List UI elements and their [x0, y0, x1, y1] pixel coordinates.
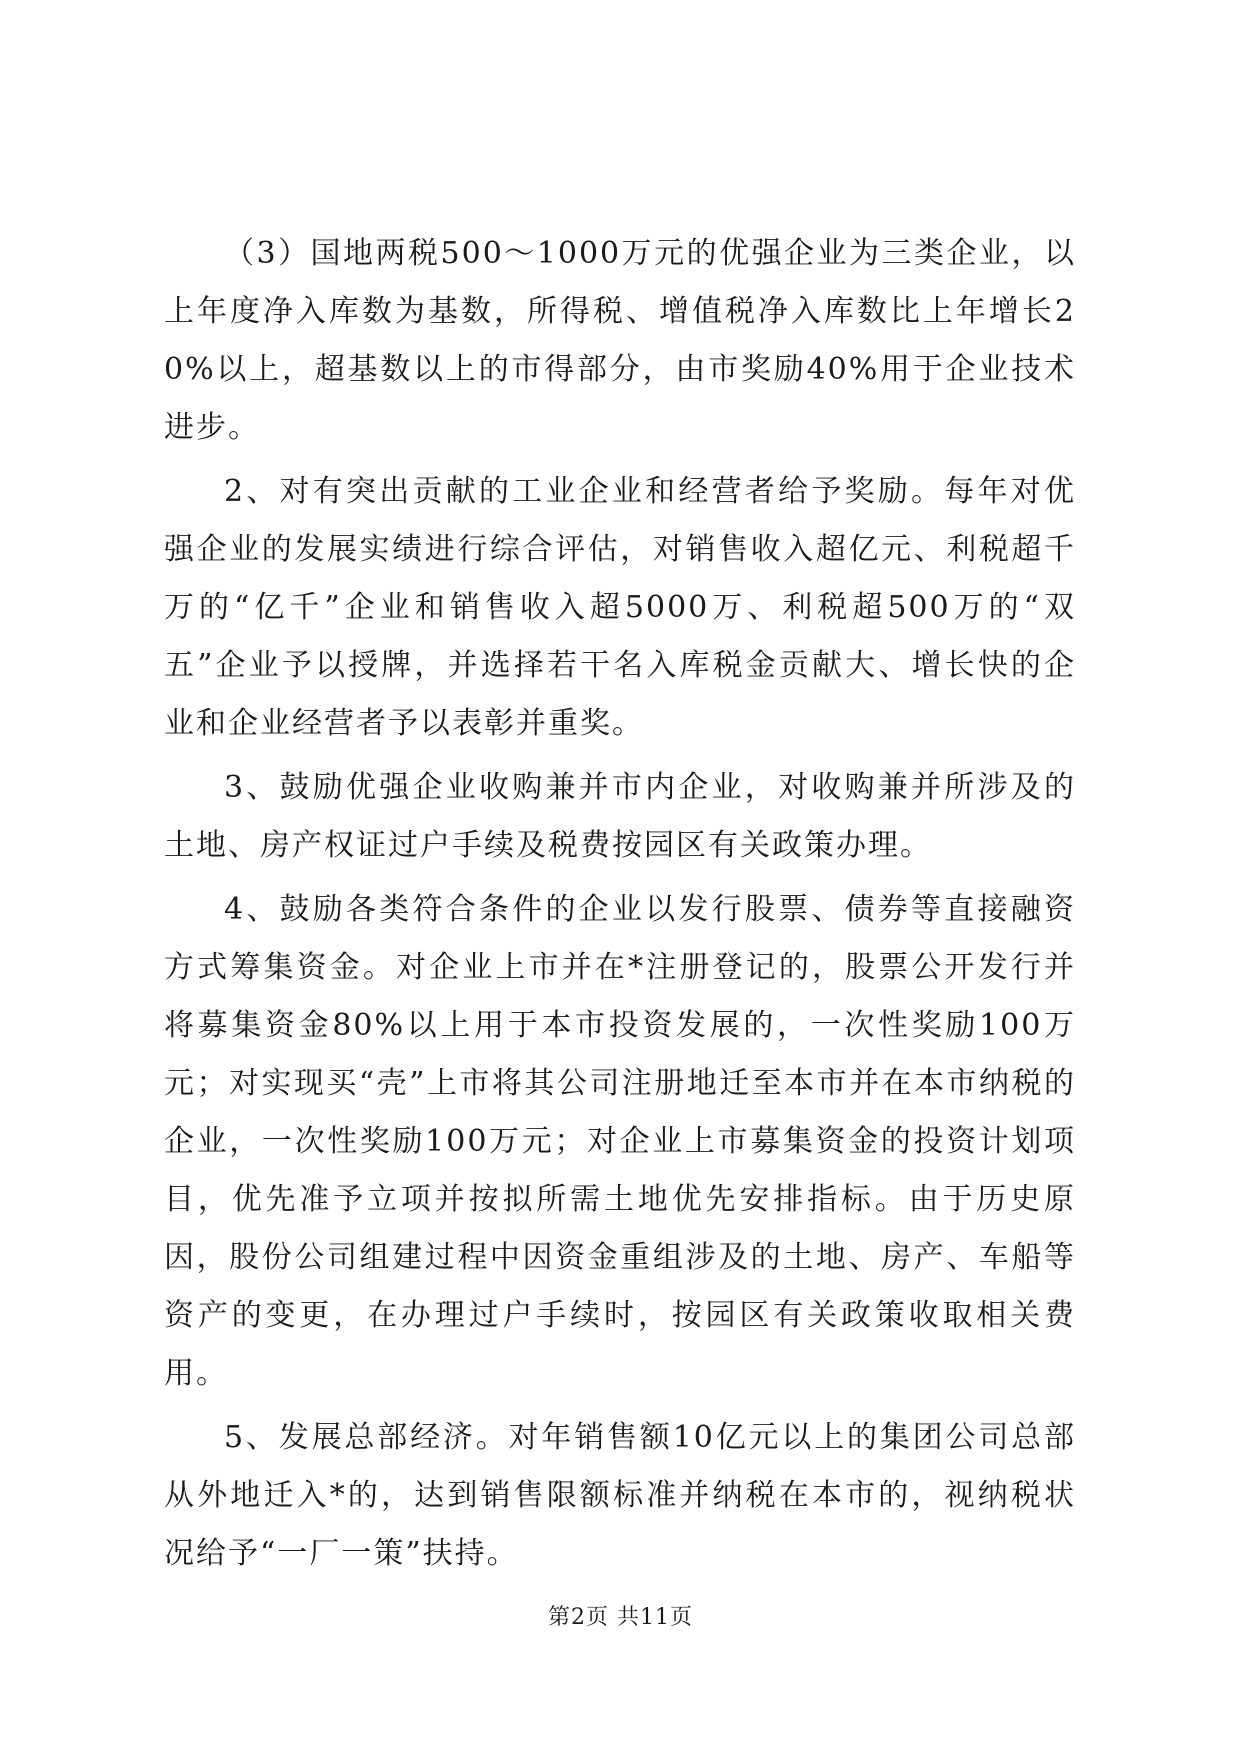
paragraph-tax-category-three: （3）国地两税500～1000万元的优强企业为三类企业，以上年度净入库数为基数，所得税、增值税净入库数比上年增长20%以上，超基数以上的市得部分，由市奖励40%用于企业技术进步。: [164, 236, 1076, 445]
document-body: [164, 225, 1076, 1589]
paragraph-financing: 4、鼓励各类符合条件的企业以发行股票、债券等直接融资方式筹集资金。对企业上市并在*注册登记的，股票公开发行并将募集资金80%以上用于本市投资发展的，一次性奖励100万元；对实现买“壳”上市将其公司注册地迁至本市并在本市纳税的企业，一次性奖励100万元；对企业上市募集资金的投资计划项目，优先准予立项并按拟所需土地优先安排指标。由于历史原因，股份公司组建过程中因资金重组涉及的土地、房产、车船等资产的变更，在办理过户手续时，按园区有关政策收取相关费用。: [164, 892, 1076, 1391]
page-number-footer: 第2页 共11页: [548, 1605, 693, 1630]
paragraph-mergers: 3、鼓励优强企业收购兼并市内企业，对收购兼并所涉及的土地、房产权证过户手续及税费按园区有关政策办理。: [164, 770, 1076, 863]
paragraph-headquarters-economy: 5、发展总部经济。对年销售额10亿元以上的集团公司总部从外地迁入*的，达到销售限额标准并纳税在本市的，视纳税状况给予“一厂一策”扶持。: [164, 1420, 1076, 1571]
paragraph-reward-contribution: 2、对有突出贡献的工业企业和经营者给予奖励。每年对优强企业的发展实绩进行综合评估，对销售收入超亿元、利税超千万的“亿千”企业和销售收入超5000万、利税超500万的“双五”企业予以授牌，并选择若干名入库税金贡献大、增长快的企业和企业经营者予以表彰并重奖。: [164, 474, 1076, 741]
